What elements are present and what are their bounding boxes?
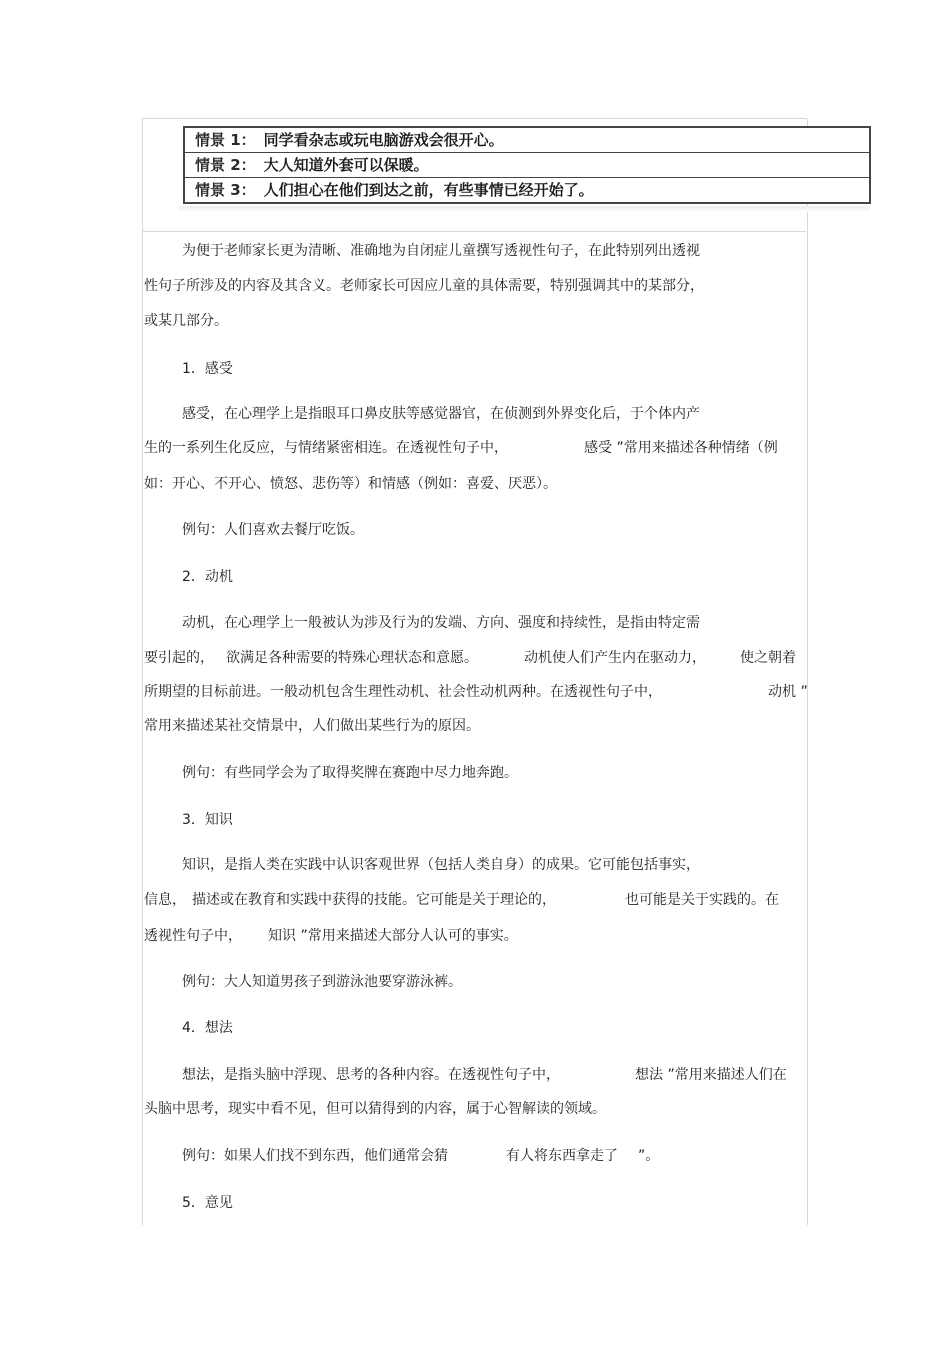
- example-sentence: 例句：大人知道男孩子到游泳池要穿游泳裤。: [182, 974, 462, 990]
- example-sentence: 例句：有些同学会为了取得奖牌在赛跑中尽力地奔跑。: [182, 765, 518, 781]
- paragraph-line: 动机使人们产生内在驱动力，: [524, 650, 706, 666]
- paragraph-line: 也可能是关于实践的。在: [625, 892, 779, 908]
- section-heading: 5．意见: [182, 1195, 233, 1211]
- scenario-row-1: [185, 128, 869, 153]
- intro-line: 为便于老师家长更为清晰、准确地为自闭症儿童撰写透视性句子，在此特别列出透视: [182, 243, 700, 259]
- paragraph-line: 所期望的目标前进。一般动机包含生理性动机、社会性动机两种。在透视性句子中，: [144, 684, 662, 700]
- scenario-text: 大人知道外套可以保暖。: [263, 156, 429, 174]
- example-quote: 有人将东西拿走了: [506, 1148, 618, 1164]
- paragraph-line: 透视性句子中，: [144, 928, 242, 944]
- paragraph-line: 感受，在心理学上是指眼耳口鼻皮肤等感觉器官，在侦测到外界变化后，于个体内产: [182, 406, 700, 422]
- paragraph-line: 想法，是指头脑中浮现、思考的各种内容。在透视性句子中，: [182, 1067, 560, 1083]
- scenario-tag: 情景 3：: [195, 181, 256, 199]
- paragraph-line: 生的一系列生化反应，与情绪紧密相连。在透视性句子中，: [144, 440, 508, 456]
- example-sentence: 例句：如果人们找不到东西，他们通常会猜: [182, 1148, 448, 1164]
- paragraph-line: 知识 ”常用来描述大部分人认可的事实。: [268, 928, 518, 944]
- intro-line: 性句子所涉及的内容及其含义。老师家长可因应儿童的具体需要，特别强调其中的某部分，: [144, 278, 704, 294]
- section-heading: 3．知识: [182, 812, 233, 828]
- section-heading: 4．想法: [182, 1020, 233, 1036]
- example-quote-end: ”。: [638, 1148, 660, 1164]
- paragraph-line: 动机，在心理学上一般被认为涉及行为的发端、方向、强度和持续性，是指由特定需: [182, 615, 700, 631]
- scenario-tag: 情景 2：: [195, 156, 256, 174]
- section-heading: 2．动机: [182, 569, 233, 585]
- scenario-shadow: [178, 206, 870, 212]
- paragraph-line: 信息，: [144, 892, 186, 908]
- paragraph-line: 头脑中思考，现实中看不见，但可以猜得到的内容，属于心智解读的领域。: [144, 1101, 606, 1117]
- scenario-table: [183, 126, 871, 204]
- scenario-row-3: [185, 178, 869, 202]
- paragraph-line: 如：开心、不开心、愤怒、悲伤等）和情感（例如：喜爱、厌恶）。: [144, 476, 557, 492]
- paragraph-line: 感受 ”常用来描述各种情绪（例: [584, 440, 778, 456]
- paragraph-line: 描述或在教育和实践中获得的技能。它可能是关于理论的，: [192, 892, 556, 908]
- paragraph-line: 想法 ”常用来描述人们在: [635, 1067, 787, 1083]
- scenario-tag: 情景 1：: [195, 131, 256, 149]
- paragraph-line: 欲满足各种需要的特殊心理状态和意愿。: [226, 650, 478, 666]
- scenario-text: 同学看杂志或玩电脑游戏会很开心。: [263, 131, 504, 149]
- paragraph-line: 要引起的，: [144, 650, 214, 666]
- paragraph-line: 使之朝着: [740, 650, 796, 666]
- paragraph-line: 常用来描述某社交情景中，人们做出某些行为的原因。: [144, 718, 480, 734]
- intro-line: 或某几部分。: [144, 313, 228, 329]
- example-sentence: 例句：人们喜欢去餐厅吃饭。: [182, 522, 364, 538]
- scenario-text: 人们担心在他们到达之前，有些事情已经开始了。: [263, 181, 594, 199]
- section-heading: 1．感受: [182, 361, 233, 377]
- scenario-row-2: [185, 153, 869, 178]
- paragraph-line: 知识，是指人类在实践中认识客观世界（包括人类自身）的成果。它可能包括事实，: [182, 857, 700, 873]
- paragraph-line: 动机 ”: [768, 684, 808, 700]
